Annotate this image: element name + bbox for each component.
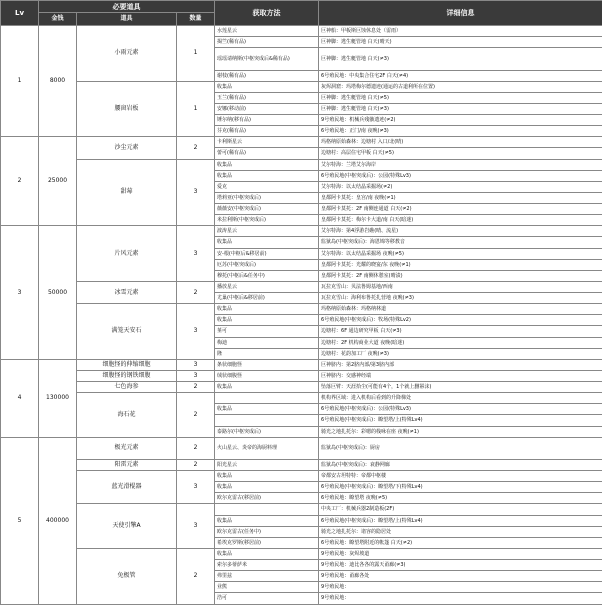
method-cell: 收集品	[215, 237, 319, 248]
method-cell: 收集品	[215, 304, 319, 315]
detail-cell: 6号殖民地(中枢突成后)：瞭望塔/下(特殊Lv4)	[319, 482, 602, 493]
level-cell: 5	[1, 437, 39, 604]
item-name-cell: 七色海参	[77, 382, 177, 393]
table-row	[1, 393, 602, 404]
method-cell: 欧尔克雷古(移居前)	[215, 493, 319, 504]
detail-cell: 9号殖民地：	[319, 593, 602, 604]
detail-cell: 6号殖民地(中枢突成后)：公园(特殊Lv3)	[319, 404, 602, 415]
method-cell: 收集品	[215, 482, 319, 493]
method-cell: 收集品	[215, 515, 319, 526]
gold-cell: 25000	[39, 137, 77, 226]
item-name-cell: 甜莓	[77, 159, 177, 226]
method-cell: 梅迪	[215, 337, 319, 348]
item-qty-cell: 3	[177, 359, 215, 370]
detail-cell: 艾尔特海：以太结晶采掘场(≠2)	[319, 181, 602, 192]
detail-cell: 瓦拉克雪山：贝法鲁姆基地/西南	[319, 281, 602, 292]
level-cell: 3	[1, 226, 39, 360]
item-qty-cell: 1	[177, 26, 215, 82]
method-cell: 条状细胞怪	[215, 359, 319, 370]
method-cell: 播放星云	[215, 281, 319, 292]
method-cell: 索尔多蒂萨米	[215, 560, 319, 571]
table-row	[1, 370, 602, 381]
item-qty-cell: 2	[177, 437, 215, 459]
method-cell: 泰路尔(中枢突成后)	[215, 426, 319, 437]
detail-cell: 皇都阿卡莫托：2F 南侧休憩室(晴渍)	[319, 270, 602, 281]
method-cell: 蕾可(稀有品)	[215, 148, 319, 159]
level-cell: 1	[1, 26, 39, 137]
item-name-cell: 天使引擎A	[77, 504, 177, 549]
detail-cell: 巨神脚：逃生艇管地 白天(晴天)	[319, 37, 602, 48]
item-name-cell: 免极管	[77, 548, 177, 604]
item-qty-cell: 2	[177, 281, 215, 303]
detail-cell: 监狱岛(中枢突成后)：厨房	[319, 437, 602, 459]
method-cell: 卡利斯星云	[215, 137, 319, 148]
method-cell: 瑶瑶请纳斯(中枢突成后&稀有品)	[215, 48, 319, 70]
gold-cell: 8000	[39, 26, 77, 137]
item-name-cell: 极光元素	[77, 437, 177, 459]
method-cell: 芬克(稀有品)	[215, 126, 319, 137]
method-cell: 尤巢(中枢后&移居前)	[215, 293, 319, 304]
detail-cell: 艾尔特海：以太结晶采掘场 夜晚(≠5)	[319, 248, 602, 259]
method-cell: 玉兰(稀有品)	[215, 92, 319, 103]
table-row	[1, 137, 602, 148]
method-cell: 米拉利斯(中枢突成后)	[215, 215, 319, 226]
header-required-items: 必要道具	[39, 1, 215, 13]
method-cell: 收集品	[215, 382, 319, 393]
table-row	[1, 437, 602, 459]
item-name-cell: 冰雪元素	[77, 281, 177, 303]
table-row	[1, 304, 602, 315]
item-name-cell: 海石花	[77, 393, 177, 438]
detail-cell: 边塘村：高层住宅甲板 白天(≠5)	[319, 148, 602, 159]
method-cell: 收集品	[215, 81, 319, 92]
level-cell: 2	[1, 137, 39, 226]
table-row	[1, 26, 602, 37]
item-name-cell: 满笼天安石	[77, 304, 177, 360]
item-name-cell: 阳雷元素	[77, 459, 177, 470]
detail-cell: 9号殖民地：迪比各各的露天甬廊(≠3)	[319, 560, 602, 571]
detail-cell: 9号殖民地：甬廊各处	[319, 571, 602, 582]
method-cell: 收集品	[215, 159, 319, 170]
detail-cell: 机构界区域：进入机构后看到的升降梯处	[319, 393, 602, 404]
method-cell: 塔莉亚(中枢突成后)	[215, 192, 319, 203]
detail-cell: 坠落巨臂：天涯拾尘(可能有4个，1个就上删幂沫)	[319, 382, 602, 393]
detail-cell: 9号殖民地：机械兵残骸遗迹(≠2)	[319, 115, 602, 126]
item-qty-cell: 2	[177, 459, 215, 470]
item-qty-cell: 2	[177, 382, 215, 393]
detail-cell: 6号殖民地：瞭望塔 夜晚(≠5)	[319, 493, 602, 504]
detail-cell: 边塘村：花韵加工厂 夜晚(≠3)	[319, 348, 602, 359]
header-gold: 金钱	[39, 13, 77, 26]
detail-cell: 皇都阿卡莫托：光耀的晓宴/东 夜晚(≠1)	[319, 259, 602, 270]
item-qty-cell: 2	[177, 548, 215, 604]
table-row	[1, 548, 602, 559]
detail-cell: 皇都阿卡莫托：皇宫/南 夜晚(≠1)	[319, 192, 602, 203]
detail-cell: 巨神脐内：交感神经端	[319, 370, 602, 381]
method-cell: 揭竺(稀有品)	[215, 37, 319, 48]
method-cell: 弗里兹	[215, 571, 319, 582]
table-row	[1, 459, 602, 470]
method-cell: 厄苏(中枢突成后)	[215, 259, 319, 270]
detail-cell: 6号殖民地(中枢突成后)：公园(特殊Lv3)	[319, 170, 602, 181]
detail-cell: 9号殖民地：	[319, 582, 602, 593]
method-cell: 安娜(移动前)	[215, 103, 319, 114]
detail-cell: 6号殖民地(中枢突成后)：瞭望塔/上(特殊Lv4)	[319, 415, 602, 426]
detail-cell: 边塘村：2F 机构商业大道 夜晚(暗迷)	[319, 337, 602, 348]
item-name-cell: 细腹怪的钢铁细腹	[77, 370, 177, 381]
method-cell: 希埃克罗斯(移居前)	[215, 537, 319, 548]
table-row	[1, 359, 602, 370]
detail-cell: 玛格纳原始森林：玛格纳林道	[319, 304, 602, 315]
item-qty-cell: 3	[177, 504, 215, 549]
item-qty-cell: 3	[177, 159, 215, 226]
method-cell: 收集品	[215, 404, 319, 415]
item-qty-cell: 3	[177, 471, 215, 504]
detail-cell: 皇都阿卡莫托：梅尔卡大道/南 白天(暗迷)	[319, 215, 602, 226]
method-cell	[215, 504, 319, 515]
detail-cell: 巨神脚：逃生艇管地 白天(≠3)	[319, 48, 602, 70]
header-level: Lv	[1, 1, 39, 26]
detail-cell: 6号殖民地(中枢突成后)：瞭望塔/上(特殊Lv4)	[319, 515, 602, 526]
method-cell: 绒状细腹怪	[215, 370, 319, 381]
method-cell: 收集品	[215, 170, 319, 181]
detail-cell: 边塘村：6F 通边研究甲板 白天(≠3)	[319, 326, 602, 337]
header-item: 道具	[77, 13, 177, 26]
gold-cell: 50000	[39, 226, 77, 360]
detail-cell: 艾尔特海：兰塔艾尔海岸	[319, 159, 602, 170]
method-cell: 穆托(中枢后&任务中)	[215, 270, 319, 281]
gold-cell: 400000	[39, 437, 77, 604]
item-qty-cell: 3	[177, 304, 215, 360]
detail-cell: 6号殖民地：正门/南 夜晚(≠3)	[319, 126, 602, 137]
item-name-cell: 片风元素	[77, 226, 177, 282]
method-cell: 爱克	[215, 181, 319, 192]
table-row	[1, 382, 602, 393]
detail-cell: 9号殖民地：灰烬坡道	[319, 548, 602, 559]
detail-cell: 6号殖民地(中枢突成后)：牧场(特殊Lv2)	[319, 315, 602, 326]
item-name-cell: 沙尘元素	[77, 137, 177, 159]
item-qty-cell: 3	[177, 226, 215, 282]
detail-cell: 玛格纳原始森林：边塘村 入口/北(晴)	[319, 137, 602, 148]
item-name-cell: 细胞怪的伸缩细胞	[77, 359, 177, 370]
header-method: 获取方法	[215, 1, 319, 26]
method-cell: 业熊	[215, 582, 319, 593]
method-cell: 薇薇安(中枢突成后)	[215, 204, 319, 215]
table-row	[1, 471, 602, 482]
method-cell: 波涛星云	[215, 226, 319, 237]
level-cell: 4	[1, 359, 39, 437]
table-row	[1, 159, 602, 170]
item-qty-cell: 3	[177, 370, 215, 381]
method-cell: 收集品	[215, 471, 319, 482]
item-qty-cell: 2	[177, 137, 215, 159]
method-cell: 隆	[215, 348, 319, 359]
header-qty: 数量	[177, 13, 215, 26]
item-qty-cell: 2	[177, 393, 215, 438]
item-qty-cell: 1	[177, 81, 215, 137]
method-cell: 浩可	[215, 593, 319, 604]
table-row	[1, 81, 602, 92]
item-name-cell: 小雨元素	[77, 26, 177, 82]
detail-cell: 帝都安古坦特特：帝都中枢楼	[319, 471, 602, 482]
item-name-cell: 腰窗岩板	[77, 81, 177, 137]
method-cell	[215, 393, 319, 404]
method-cell: 谢枝(稀有品)	[215, 70, 319, 81]
method-cell: 锤尔纳(移有品)	[215, 115, 319, 126]
method-cell: 欧尔克雷古(任务中)	[215, 526, 319, 537]
detail-cell: 监狱岛(中枢突成后)：衰静网廊	[319, 459, 602, 470]
detail-cell: 瓦拉克雪山：海利布鲁托扎营地 夜晚(≠3)	[319, 293, 602, 304]
table-row	[1, 504, 602, 515]
detail-cell: 中央工厂：机械兵器2制造板(2F)	[319, 504, 602, 515]
method-cell: 安-根(中枢后&移居前)	[215, 248, 319, 259]
method-cell	[215, 415, 319, 426]
detail-cell: 监狱岛(中枢突成后)：海恩锦等移教音	[319, 237, 602, 248]
detail-cell: 巨神脚：逃生艇管地 白天(≠3)	[319, 103, 602, 114]
method-cell: 水莲星云	[215, 26, 319, 37]
detail-cell: 巨神船：甲板斯巨蚀休息处（雷雨）	[319, 26, 602, 37]
detail-cell: 6号殖民地：中央集合住宅2F 白天(≠4)	[319, 70, 602, 81]
table-row	[1, 226, 602, 237]
method-cell: 堇可	[215, 326, 319, 337]
detail-cell: 巨神脐内：第2脐内部/第3脐内部	[319, 359, 602, 370]
method-cell: 阳光星云	[215, 459, 319, 470]
gold-cell: 130000	[39, 359, 77, 437]
method-cell: 收集品	[215, 548, 319, 559]
detail-cell: 艾尔特海：第4浮游岩礁(晴、流星)	[319, 226, 602, 237]
detail-cell: 皇都阿卡莫托：2F 南侧连通道 白天(≠2)	[319, 204, 602, 215]
detail-cell: 灰烬洞窟：玛塔梅尔德遗迹(通运的古道利所在位置)	[319, 81, 602, 92]
detail-cell: 骑光之地扎托尔：彩嗯的栈咏在座 夜晚(≠1)	[319, 426, 602, 437]
detail-cell: 巨神脚：逃生艇管地 白天(≠5)	[319, 92, 602, 103]
method-cell: 收集品	[215, 315, 319, 326]
header-detail: 详细信息	[319, 1, 602, 26]
table-row	[1, 281, 602, 292]
detail-cell: 骑光之地扎托尔：诸容的隐居处	[319, 526, 602, 537]
item-name-cell: 蓝光滑棍器	[77, 471, 177, 504]
method-cell: 火山星云、炎帝的海厨料理	[215, 437, 319, 459]
detail-cell: 6号殖民地：瞭望塔附近的帐篷 白天(≠2)	[319, 537, 602, 548]
